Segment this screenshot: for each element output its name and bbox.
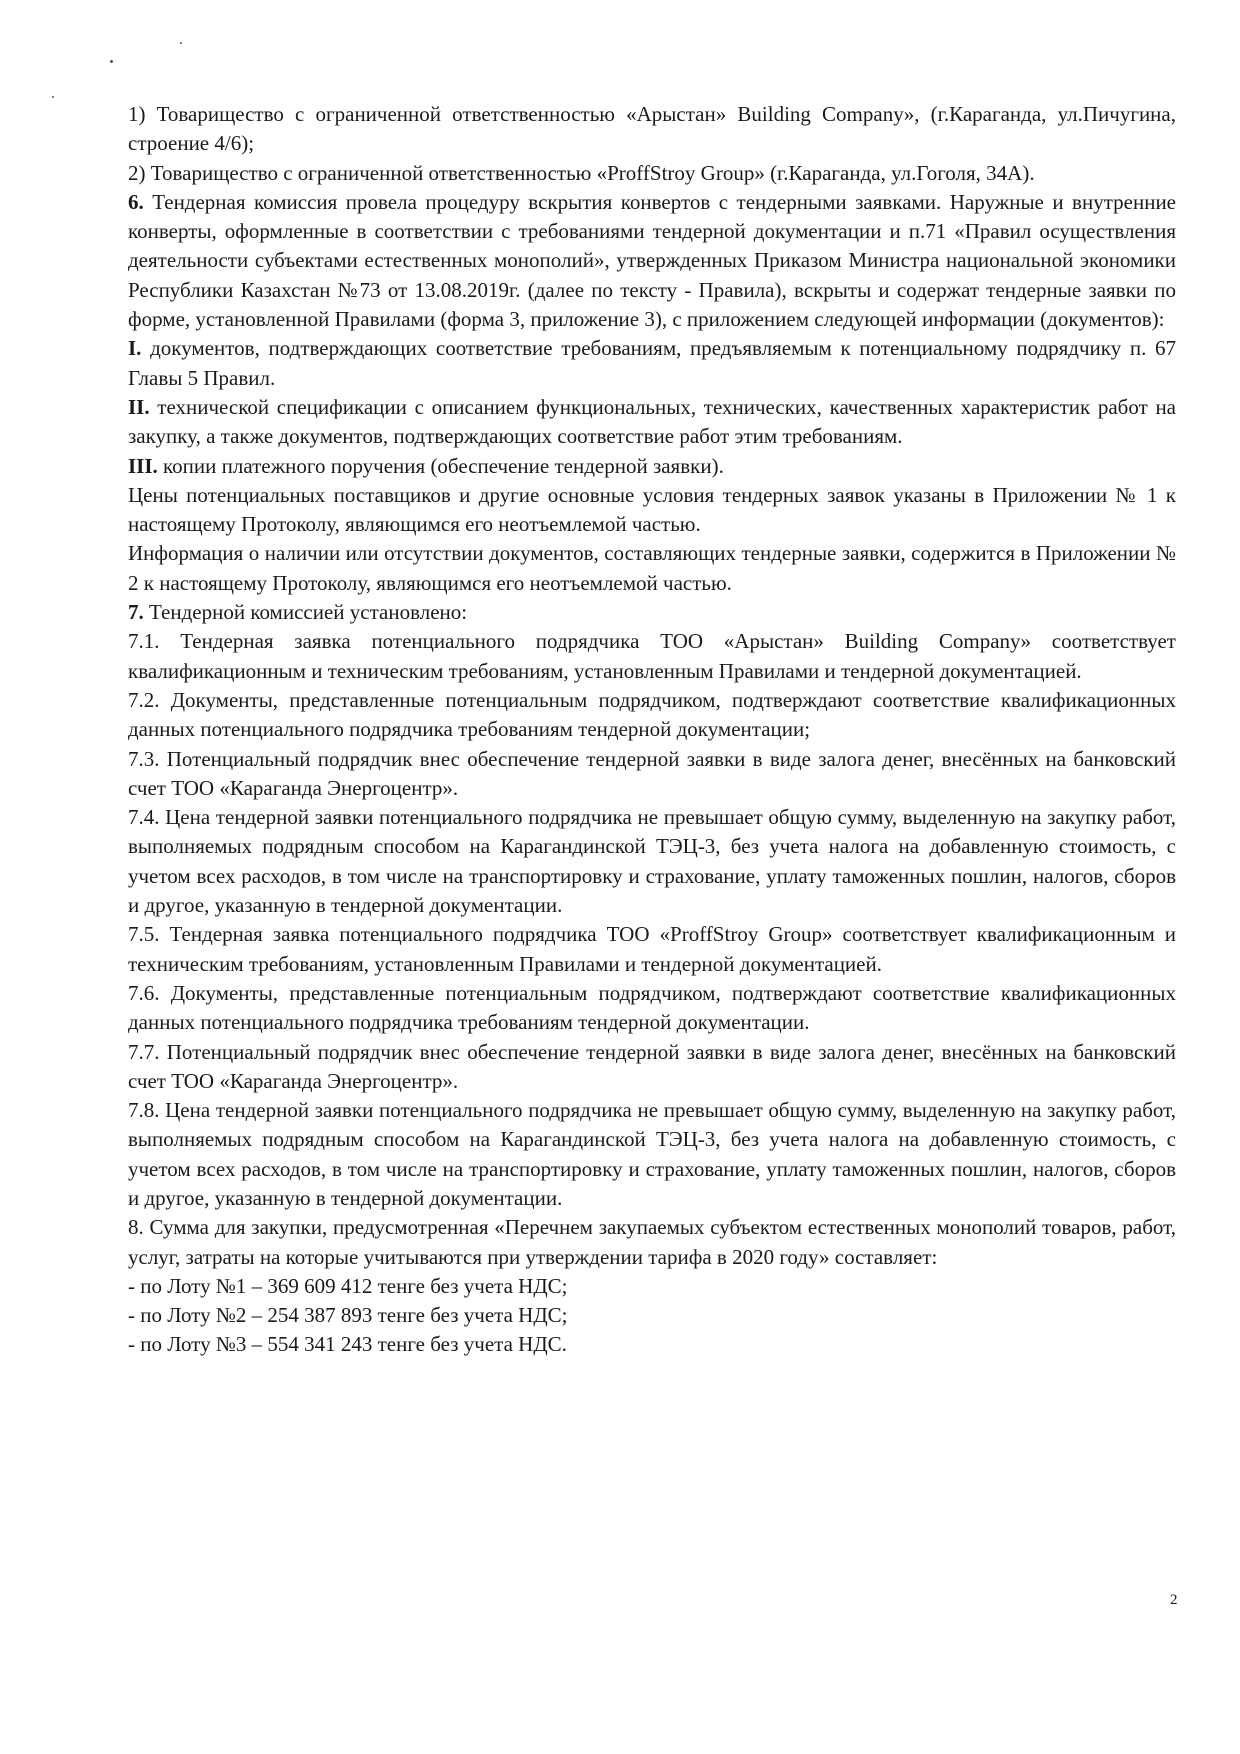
- section-number: 6.: [128, 189, 144, 214]
- clause-7-2: 7.2. Документы, представленные потенциальным подрядчиком, подтверждают соответствие квалификационных данных потенциального подрядчика требованиям тендерной документации;: [128, 687, 1176, 742]
- section-number: 7.: [128, 600, 144, 625]
- paragraph-text: документов, подтверждающих соответствие требованиям, предъявляемым к потенциальному подрядчику п. 67 Главы 5 Правил.: [128, 336, 1177, 390]
- clause-7-8: 7.8. Цена тендерной заявки потенциального подрядчика не превышает общую сумму, выделенную на закупку работ, выполняемых подрядным способом на Карагандинской ТЭЦ-3, без учета налога на добавленную стоимость, с учетом всех расходов, в том числе на транспортировку и страхование, уплату таможенных пошлин, налогов, сборов и другое, указанную в тендерной документации.: [128, 1098, 1176, 1210]
- paragraph: 1) Товарищество с ограниченной ответственностью «Арыстан» Building Company», (г.Караганда, ул.Пичугина, строение 4/6);: [128, 102, 1176, 156]
- section-7: [128, 598, 1176, 627]
- item-i: [128, 334, 1176, 393]
- paragraph-text: технической спецификации с описанием функциональных, технических, качественных характеристик работ на закупку, а также документов, подтверждающих соответствие работ этим требованиям.: [128, 394, 1177, 449]
- clause-7-6: 7.6. Документы, представленные потенциальным подрядчиком, подтверждают соответствие квалификационных данных потенциального подрядчика требованиям тендерной документации.: [128, 980, 1176, 1035]
- lot-3-amount: - по Лоту №3 – 554 341 243 тенге без учета НДС.: [128, 1332, 567, 1357]
- clause-7-7: 7.7. Потенциальный подрядчик внес обеспечение тендерной заявки в виде залога денег, внесённых на банковский счет ТОО «Караганда Энергоцентр».: [128, 1039, 1176, 1093]
- paragraph-text: копии платежного поручения (обеспечение тендерной заявки).: [163, 453, 724, 478]
- item-number: III.: [128, 453, 158, 478]
- clause-7-3: 7.3. Потенциальный подрядчик внес обеспечение тендерной заявки в виде залога денег, внесённых на банковский счет ТОО «Караганда Энергоцентр».: [128, 746, 1176, 800]
- lot-1-amount: - по Лоту №1 – 369 609 412 тенге без учета НДС;: [128, 1273, 568, 1298]
- paragraph-text: Тендерная комиссия провела процедуру вскрытия конвертов с тендерными заявками. Наружные и внутренние конверты, оформленные в соответствии с требованиями тендерной документации и п.71 «Правил осуществления деятельности субъектами естественных монополий», утвержденных Приказом Министра национальной экономики Республики Казахстан №73 от 13.08.2019г. (далее по тексту - Правила), вскрыты и содержат тендерные заявки по форме, установленной Правилами (форма 3, приложение 3), с приложением следующей информации (документов):: [128, 189, 1176, 332]
- section-6: [128, 188, 1176, 334]
- scan-speck: [180, 42, 182, 44]
- clause-7-1: 7.1. Тендерная заявка потенциального подрядчика ТОО «Арыстан» Building Company» соответствует квалификационным и техническим требованиям, установленным Правилами и тендерной документацией.: [128, 629, 1176, 683]
- scan-speck: [110, 60, 113, 63]
- clause-7-4: 7.4. Цена тендерной заявки потенциального подрядчика не превышает общую сумму, выделенную на закупку работ, выполняемых подрядным способом на Карагандинской ТЭЦ-3, без учета налога на добавленную стоимость, с учетом всех расходов, в том числе на транспортировку и страхование, уплату таможенных пошлин, налогов, сборов и другое, указанную в тендерной документации.: [128, 805, 1176, 918]
- paragraph: Цены потенциальных поставщиков и другие основные условия тендерных заявок указаны в Приложении № 1 к настоящему Протоколу, являющимся его неотъемлемой частью.: [128, 482, 1176, 537]
- paragraph: 2) Товарищество с ограниченной ответственностью «ProffStroy Group» (г.Караганда, ул.Гоголя, 34А).: [128, 160, 1035, 185]
- section-8: 8. Сумма для закупки, предусмотренная «Перечнем закупаемых субъектом естественных монополий товаров, работ, услуг, затраты на которые учитываются при утверждении тарифа в 2020 году» составляет:: [128, 1215, 1176, 1269]
- item-ii: [128, 393, 1176, 452]
- lot-2-amount: - по Лоту №2 – 254 387 893 тенге без учета НДС;: [128, 1303, 568, 1328]
- item-number: II.: [128, 394, 150, 419]
- page-number: 2: [1170, 1592, 1178, 1608]
- paragraph: Информация о наличии или отсутствии документов, составляющих тендерные заявки, содержится в Приложении № 2 к настоящему Протоколу, являющимся его неотъемлемой частью.: [128, 541, 1176, 595]
- document-body: [128, 100, 1176, 1360]
- clause-7-5: 7.5. Тендерная заявка потенциального подрядчика ТОО «ProffStroy Group» соответствует квалификационным и техническим требованиям, установленным Правилами и тендерной документацией.: [128, 922, 1176, 976]
- paragraph-text: Тендерной комиссией установлено:: [149, 600, 468, 625]
- scan-speck: [52, 96, 54, 98]
- item-iii: [128, 452, 1176, 481]
- item-number: I.: [128, 336, 142, 361]
